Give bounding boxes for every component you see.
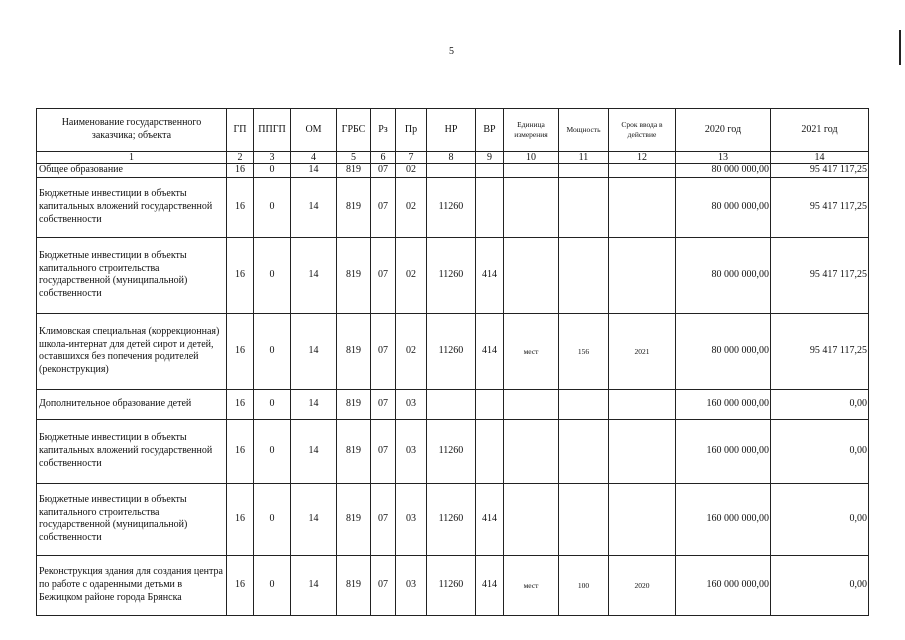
cell-vr: 414 (476, 313, 504, 389)
cell-om: 14 (291, 237, 337, 313)
cell-grbs: 819 (337, 313, 371, 389)
cell-om: 14 (291, 555, 337, 615)
cell-pr: 02 (396, 313, 427, 389)
table-row (37, 483, 869, 555)
cell-name: Общее образование (37, 164, 227, 178)
cell-name: Климовская специальная (коррекционная) школа-интернат для детей сирот и детей, оставшихся без попечения родителей (реконструкция) (37, 313, 227, 389)
cell-unit: мест (504, 555, 559, 615)
scan-edge-mark (899, 30, 901, 65)
cell-grbs: 819 (337, 419, 371, 483)
cell-ppgp: 0 (254, 483, 291, 555)
cell-2020: 80 000 000,00 (676, 313, 771, 389)
cell-gp: 16 (227, 237, 254, 313)
cell-grbs: 819 (337, 555, 371, 615)
cell-nr: 11260 (427, 483, 476, 555)
column-number: 9 (476, 152, 504, 164)
header-nr: НР (427, 109, 476, 152)
column-number: 8 (427, 152, 476, 164)
cell-ppgp: 0 (254, 555, 291, 615)
cell-name: Бюджетные инвестиции в объекты капитальных вложений государственной собственности (37, 419, 227, 483)
column-number: 2 (227, 152, 254, 164)
cell-pr: 03 (396, 555, 427, 615)
cell-vr: 414 (476, 555, 504, 615)
cell-name: Бюджетные инвестиции в объекты капитального строительства государственной (муниципальной) собственности (37, 237, 227, 313)
table-row (37, 555, 869, 615)
cell-term (609, 177, 676, 237)
budget-table (36, 108, 869, 616)
header-rz: Рз (371, 109, 396, 152)
cell-pr: 02 (396, 237, 427, 313)
cell-rz: 07 (371, 313, 396, 389)
cell-name: Реконструкция здания для создания центра по работе с одаренными детьми в Бежицком районе города Брянска (37, 555, 227, 615)
cell-vr (476, 419, 504, 483)
cell-ppgp: 0 (254, 237, 291, 313)
cell-2021: 95 417 117,25 (771, 237, 869, 313)
cell-rz: 07 (371, 419, 396, 483)
cell-vr: 414 (476, 237, 504, 313)
column-number: 11 (559, 152, 609, 164)
cell-om: 14 (291, 389, 337, 419)
cell-2020: 160 000 000,00 (676, 483, 771, 555)
cell-vr (476, 164, 504, 178)
cell-pr: 03 (396, 389, 427, 419)
cell-2021: 0,00 (771, 483, 869, 555)
cell-2020: 160 000 000,00 (676, 419, 771, 483)
header-gp: ГП (227, 109, 254, 152)
cell-om: 14 (291, 177, 337, 237)
table-row (37, 164, 869, 178)
cell-term (609, 483, 676, 555)
cell-name: Бюджетные инвестиции в объекты капитального строительства государственной (муниципальной) собственности (37, 483, 227, 555)
cell-2021: 95 417 117,25 (771, 177, 869, 237)
cell-rz: 07 (371, 237, 396, 313)
cell-power (559, 177, 609, 237)
cell-vr (476, 389, 504, 419)
cell-om: 14 (291, 313, 337, 389)
cell-power (559, 419, 609, 483)
cell-rz: 07 (371, 389, 396, 419)
column-number: 1 (37, 152, 227, 164)
header-vr: ВР (476, 109, 504, 152)
cell-rz: 07 (371, 555, 396, 615)
cell-rz: 07 (371, 164, 396, 178)
cell-2020: 160 000 000,00 (676, 555, 771, 615)
cell-ppgp: 0 (254, 164, 291, 178)
cell-name: Дополнительное образование детей (37, 389, 227, 419)
cell-gp: 16 (227, 419, 254, 483)
cell-nr (427, 389, 476, 419)
header-power: Мощность (559, 109, 609, 152)
cell-unit (504, 389, 559, 419)
cell-term (609, 419, 676, 483)
cell-power (559, 164, 609, 178)
cell-ppgp: 0 (254, 389, 291, 419)
cell-grbs: 819 (337, 177, 371, 237)
cell-2021: 95 417 117,25 (771, 164, 869, 178)
column-number: 3 (254, 152, 291, 164)
cell-gp: 16 (227, 555, 254, 615)
cell-2021: 0,00 (771, 419, 869, 483)
header-om: ОМ (291, 109, 337, 152)
cell-gp: 16 (227, 483, 254, 555)
cell-2021: 0,00 (771, 555, 869, 615)
cell-grbs: 819 (337, 483, 371, 555)
cell-unit (504, 177, 559, 237)
column-number: 6 (371, 152, 396, 164)
cell-power (559, 389, 609, 419)
table-row (37, 313, 869, 389)
cell-om: 14 (291, 483, 337, 555)
cell-vr (476, 177, 504, 237)
cell-power: 156 (559, 313, 609, 389)
cell-power: 100 (559, 555, 609, 615)
page-number: 5 (449, 46, 454, 57)
column-number: 14 (771, 152, 869, 164)
cell-grbs: 819 (337, 237, 371, 313)
header-term: Срок ввода в действие (609, 109, 676, 152)
cell-term (609, 389, 676, 419)
cell-gp: 16 (227, 177, 254, 237)
column-number: 10 (504, 152, 559, 164)
cell-term (609, 237, 676, 313)
cell-power (559, 483, 609, 555)
cell-nr: 11260 (427, 177, 476, 237)
cell-ppgp: 0 (254, 177, 291, 237)
column-number: 7 (396, 152, 427, 164)
cell-pr: 02 (396, 164, 427, 178)
cell-unit: мест (504, 313, 559, 389)
cell-unit (504, 419, 559, 483)
cell-power (559, 237, 609, 313)
table-row (37, 419, 869, 483)
header-unit: Единица измерения (504, 109, 559, 152)
cell-nr: 11260 (427, 313, 476, 389)
column-number: 5 (337, 152, 371, 164)
cell-grbs: 819 (337, 164, 371, 178)
cell-2020: 80 000 000,00 (676, 237, 771, 313)
cell-2021: 0,00 (771, 389, 869, 419)
header-row (37, 109, 869, 152)
cell-om: 14 (291, 164, 337, 178)
cell-2020: 80 000 000,00 (676, 164, 771, 178)
table-row (37, 237, 869, 313)
cell-pr: 03 (396, 483, 427, 555)
cell-term: 2021 (609, 313, 676, 389)
cell-unit (504, 164, 559, 178)
cell-nr: 11260 (427, 237, 476, 313)
cell-2020: 80 000 000,00 (676, 177, 771, 237)
cell-rz: 07 (371, 177, 396, 237)
cell-grbs: 819 (337, 389, 371, 419)
cell-2020: 160 000 000,00 (676, 389, 771, 419)
column-number: 13 (676, 152, 771, 164)
cell-pr: 03 (396, 419, 427, 483)
cell-gp: 16 (227, 313, 254, 389)
table-row (37, 177, 869, 237)
cell-unit (504, 237, 559, 313)
table-row (37, 389, 869, 419)
cell-nr (427, 164, 476, 178)
cell-term (609, 164, 676, 178)
cell-nr: 11260 (427, 419, 476, 483)
cell-ppgp: 0 (254, 313, 291, 389)
cell-unit (504, 483, 559, 555)
header-2020: 2020 год (676, 109, 771, 152)
column-number: 4 (291, 152, 337, 164)
cell-name: Бюджетные инвестиции в объекты капитальных вложений государственной собственности (37, 177, 227, 237)
cell-rz: 07 (371, 483, 396, 555)
cell-term: 2020 (609, 555, 676, 615)
header-name: Наименование государственного заказчика; объекта (37, 109, 227, 152)
header-2021: 2021 год (771, 109, 869, 152)
cell-2021: 95 417 117,25 (771, 313, 869, 389)
cell-pr: 02 (396, 177, 427, 237)
column-number: 12 (609, 152, 676, 164)
column-number-row (37, 152, 869, 164)
cell-gp: 16 (227, 389, 254, 419)
header-pr: Пр (396, 109, 427, 152)
cell-om: 14 (291, 419, 337, 483)
cell-nr: 11260 (427, 555, 476, 615)
header-grbs: ГРБС (337, 109, 371, 152)
cell-ppgp: 0 (254, 419, 291, 483)
cell-gp: 16 (227, 164, 254, 178)
cell-vr: 414 (476, 483, 504, 555)
header-ppgp: ППГП (254, 109, 291, 152)
